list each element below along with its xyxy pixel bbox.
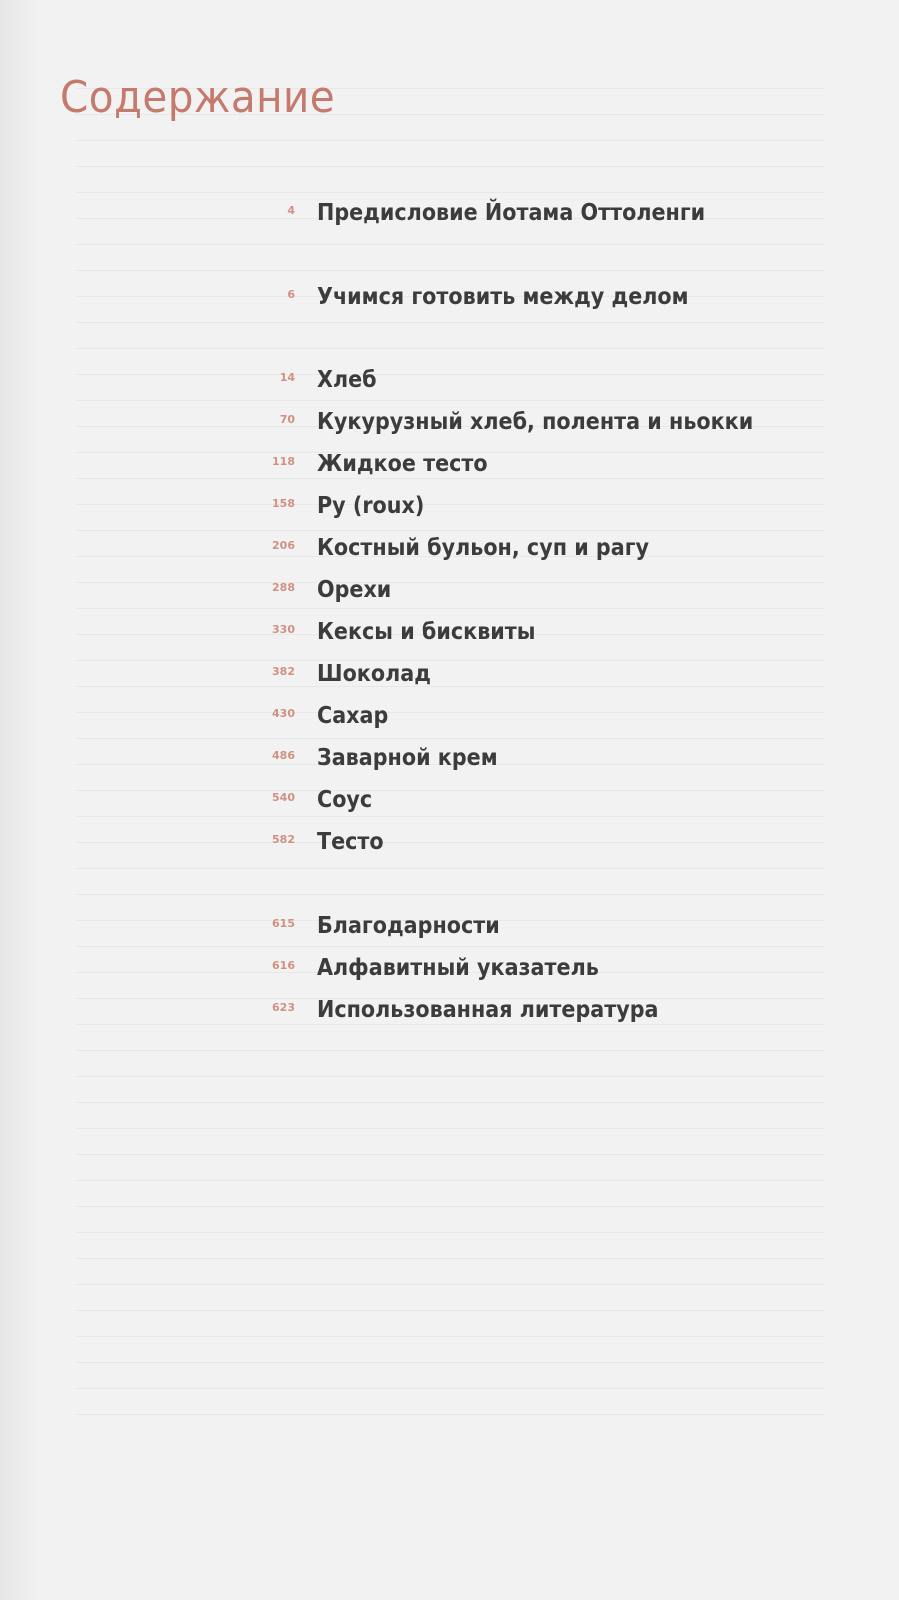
toc-page-number: 4 bbox=[287, 204, 295, 217]
bleed-through-line bbox=[75, 1284, 825, 1285]
bleed-through-line bbox=[75, 1362, 825, 1363]
toc-entry-title: Костный бульон, суп и рагу bbox=[317, 535, 650, 561]
toc-entry bbox=[0, 367, 899, 407]
toc-page-number: 14 bbox=[279, 371, 295, 384]
toc-entry-title: Использованная литература bbox=[317, 997, 659, 1023]
toc-entry-title: Жидкое тесто bbox=[317, 451, 488, 477]
toc-page-number: 70 bbox=[279, 413, 295, 426]
bleed-through-line bbox=[75, 1206, 825, 1207]
toc-page-number: 615 bbox=[272, 917, 295, 930]
toc-entry-title: Благодарности bbox=[317, 913, 500, 939]
toc-entry-title: Кексы и бисквиты bbox=[317, 619, 536, 645]
toc-page-number: 382 bbox=[272, 665, 295, 678]
toc-page-number: 288 bbox=[272, 581, 295, 594]
toc-entry-title: Предисловие Йотама Оттоленги bbox=[317, 200, 706, 226]
bleed-through-line bbox=[75, 1414, 825, 1415]
toc-entry bbox=[0, 661, 899, 701]
toc-entry-title: Алфавитный указатель bbox=[317, 955, 599, 981]
toc-entry-title: Хлеб bbox=[317, 367, 377, 393]
toc-page-number: 6 bbox=[287, 288, 295, 301]
bleed-through-line bbox=[75, 1388, 825, 1389]
toc-entry bbox=[0, 703, 899, 743]
toc-entry bbox=[0, 577, 899, 617]
toc-page-number: 206 bbox=[272, 539, 295, 552]
toc-entry-title: Соус bbox=[317, 787, 373, 813]
toc-page-number: 623 bbox=[272, 1001, 295, 1014]
toc-entry-title: Учимся готовить между делом bbox=[317, 284, 689, 310]
bleed-through-line bbox=[75, 140, 825, 141]
bleed-through-line bbox=[75, 192, 825, 193]
toc-page-number: 430 bbox=[272, 707, 295, 720]
toc-entry bbox=[0, 829, 899, 869]
bleed-through-line bbox=[75, 244, 825, 245]
bleed-through-line bbox=[75, 1076, 825, 1077]
toc-entry-title: Сахар bbox=[317, 703, 389, 729]
toc-page-number: 330 bbox=[272, 623, 295, 636]
bleed-through-line bbox=[75, 270, 825, 271]
toc-page-number: 540 bbox=[272, 791, 295, 804]
bleed-through-line bbox=[75, 348, 825, 349]
bleed-through-line bbox=[75, 1232, 825, 1233]
bleed-through-line bbox=[75, 1102, 825, 1103]
toc-entry bbox=[0, 913, 899, 953]
bleed-through-line bbox=[75, 1310, 825, 1311]
toc-entry-title: Тесто bbox=[317, 829, 384, 855]
toc-entry bbox=[0, 493, 899, 533]
toc-entry-title: Заварной крем bbox=[317, 745, 498, 771]
bleed-through-line bbox=[75, 1050, 825, 1051]
toc-entry bbox=[0, 409, 899, 449]
bleed-through-line bbox=[75, 1128, 825, 1129]
toc-page-number: 158 bbox=[272, 497, 295, 510]
toc-entry bbox=[0, 997, 899, 1037]
toc-entry-title: Кукурузный хлеб, полента и ньокки bbox=[317, 409, 754, 435]
toc-entry bbox=[0, 787, 899, 827]
toc-page-number: 616 bbox=[272, 959, 295, 972]
toc-entry bbox=[0, 284, 899, 324]
toc-page-number: 582 bbox=[272, 833, 295, 846]
toc-entry bbox=[0, 619, 899, 659]
page-title: Содержание bbox=[60, 72, 336, 123]
bleed-through-line bbox=[75, 894, 825, 895]
toc-entry bbox=[0, 745, 899, 785]
toc-entry bbox=[0, 200, 899, 240]
toc-page-number: 486 bbox=[272, 749, 295, 762]
toc-page-number: 118 bbox=[272, 455, 295, 468]
toc-entry bbox=[0, 535, 899, 575]
toc-entry-title: Шоколад bbox=[317, 661, 431, 687]
bleed-through-line bbox=[75, 1258, 825, 1259]
bleed-through-line bbox=[75, 1154, 825, 1155]
toc-entry-title: Ру (roux) bbox=[317, 493, 425, 519]
toc-entry bbox=[0, 955, 899, 995]
bleed-through-line bbox=[75, 1336, 825, 1337]
toc-entry-title: Орехи bbox=[317, 577, 392, 603]
bleed-through-line bbox=[75, 166, 825, 167]
toc-entry bbox=[0, 451, 899, 491]
bleed-through-line bbox=[75, 1180, 825, 1181]
